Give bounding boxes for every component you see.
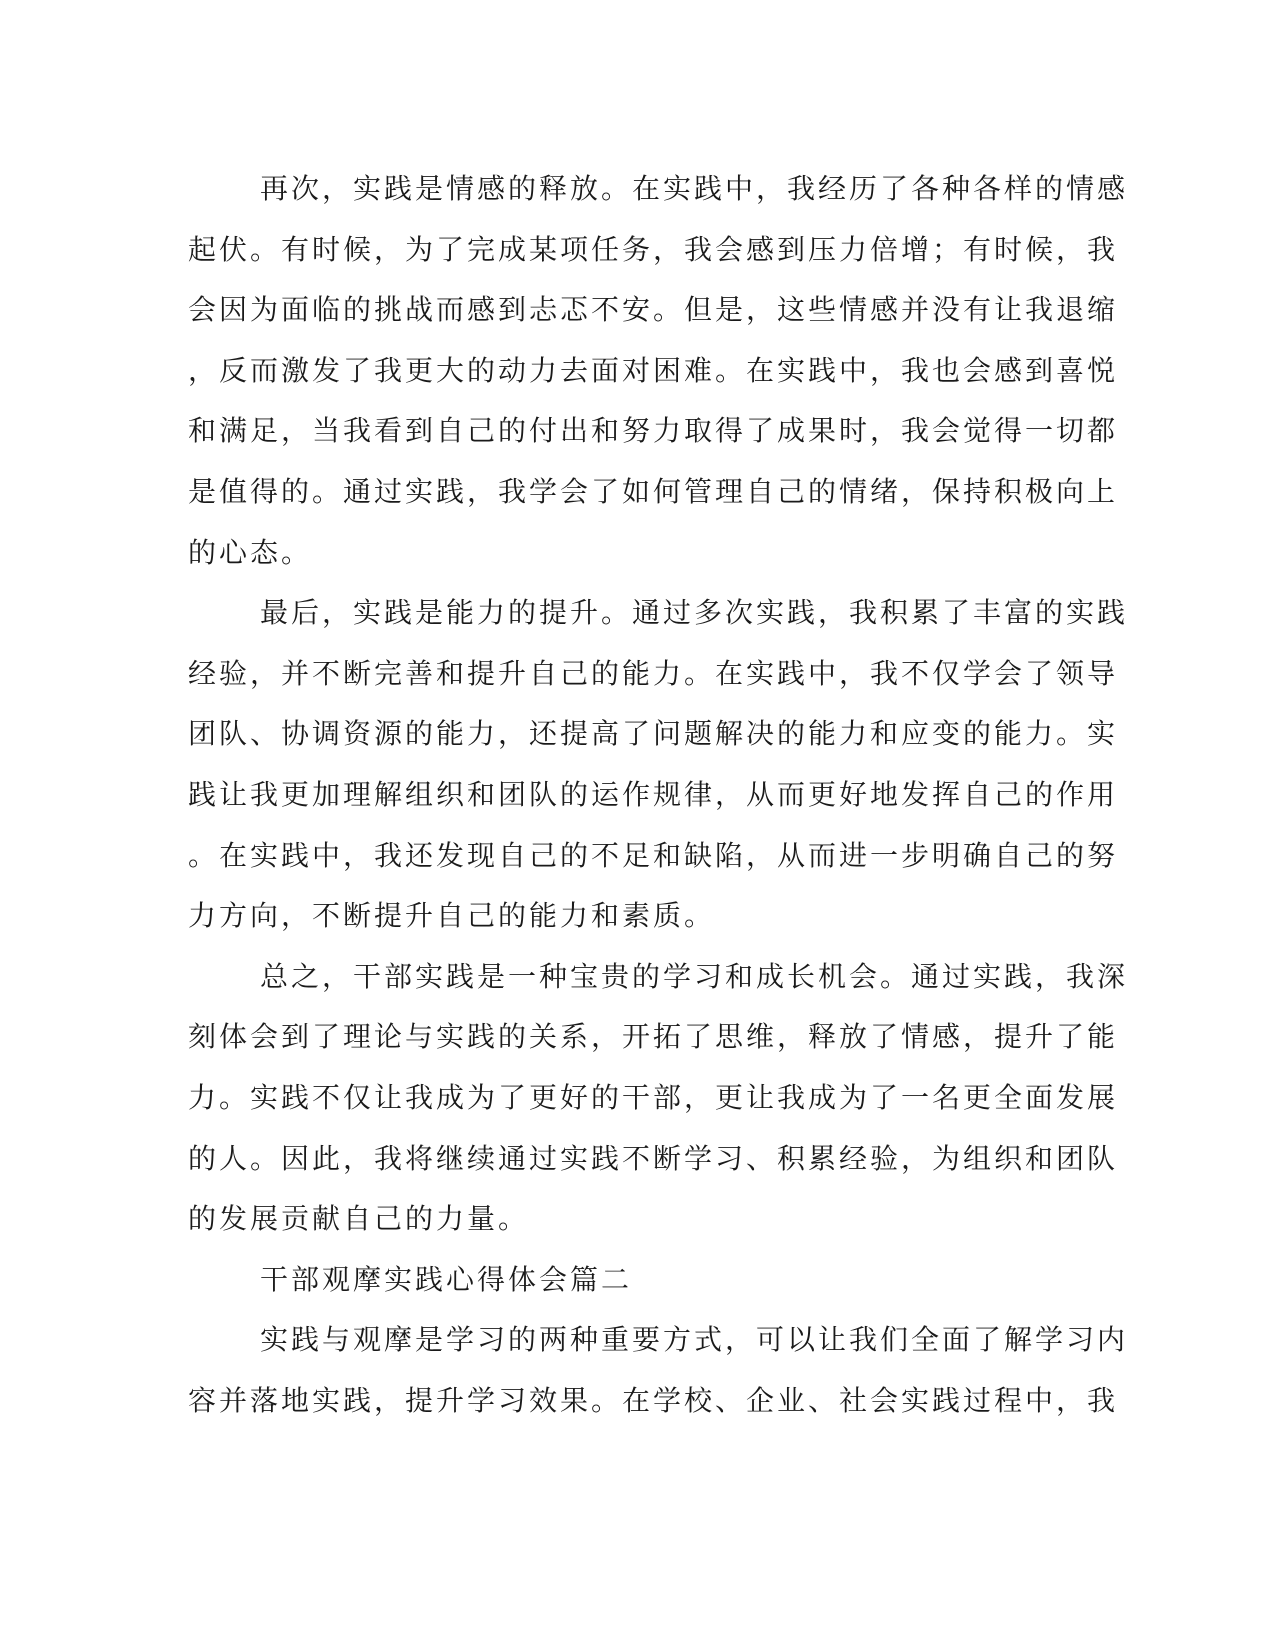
text-line: 最后，实践是能力的提升。通过多次实践，我积累了丰富的实践 [260,596,1129,630]
text-line: 刻体会到了理论与实践的关系，开拓了思维，释放了情感，提升了能 [188,1020,1119,1054]
text-line: 力。实践不仅让我成为了更好的干部，更让我成为了一名更全面发展 [188,1080,1119,1114]
text-line: 起伏。有时候，为了完成某项任务，我会感到压力倍增；有时候，我 [188,232,1119,266]
text-line: 践让我更加理解组织和团队的运作规律，从而更好地发挥自己的作用 [188,777,1119,811]
text-line: 力方向，不断提升自己的能力和素质。 [188,899,716,933]
text-line: 实践与观摩是学习的两种重要方式，可以让我们全面了解学习内 [260,1323,1129,1357]
section-title: 干部观摩实践心得体会篇二 [260,1262,633,1296]
text-line: 团队、协调资源的能力，还提高了问题解决的能力和应变的能力。实 [188,717,1119,751]
text-line: 的发展贡献自己的力量。 [188,1202,530,1236]
text-line: 。在实践中，我还发现自己的不足和缺陷，从而进一步明确自己的努 [188,838,1119,872]
text-line: 的心态。 [188,535,313,569]
paragraph-intro [188,1310,1129,1431]
text-line: 再次，实践是情感的释放。在实践中，我经历了各种各样的情感 [260,172,1129,205]
text-line: 是值得的。通过实践，我学会了如何管理自己的情绪，保持积极向上 [188,474,1119,508]
section-heading [188,1250,1068,1311]
text-line: 容并落地实践，提升学习效果。在学校、企业、社会实践过程中，我 [188,1383,1119,1417]
paragraph-emotion [188,159,1129,583]
text-line: 的人。因此，我将继续通过实践不断学习、积累经验，为组织和团队 [188,1141,1119,1175]
text-line: 总之，干部实践是一种宝贵的学习和成长机会。通过实践，我深 [260,959,1129,993]
text-line: ，反而激发了我更大的动力去面对困难。在实践中，我也会感到喜悦 [188,353,1119,387]
text-line: 会因为面临的挑战而感到忐忑不安。但是，这些情感并没有让我退缩 [188,293,1119,327]
paragraph-ability [188,583,1129,947]
paragraph-conclusion [188,947,1129,1250]
text-line: 和满足，当我看到自己的付出和努力取得了成果时，我会觉得一切都 [188,414,1119,448]
document-body [188,159,1129,1431]
text-line: 经验，并不断完善和提升自己的能力。在实践中，我不仅学会了领导 [188,656,1119,690]
